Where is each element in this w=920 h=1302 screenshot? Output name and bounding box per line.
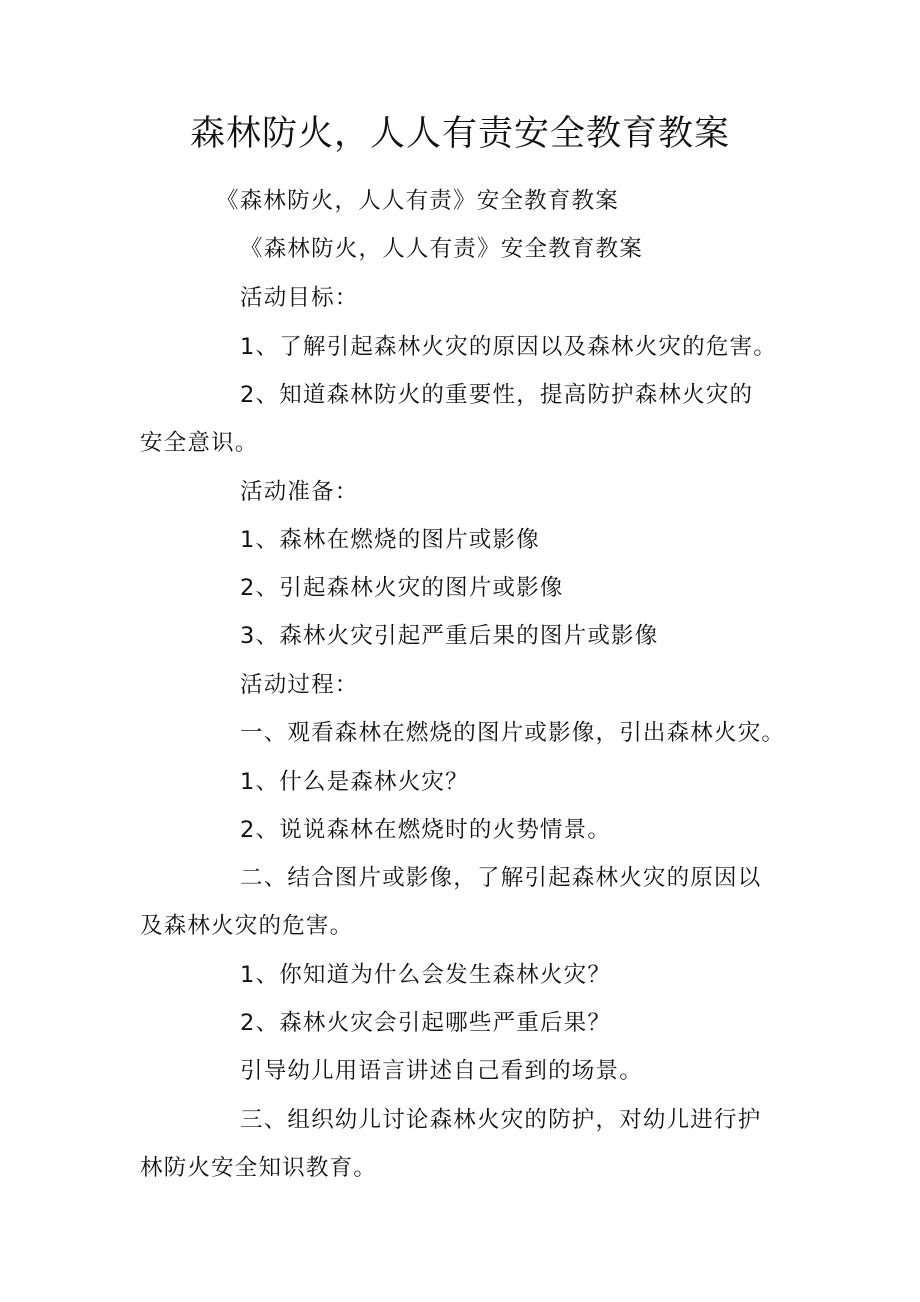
paragraph-line: 三、组织幼儿讨论森林火灾的防护，对幼儿进行护: [240, 1107, 762, 1133]
section-heading-goals: 活动目标：: [240, 285, 359, 311]
paragraph-line-continued: 及森林火灾的危害。: [140, 913, 354, 939]
section-heading-process: 活动过程：: [240, 672, 359, 698]
paragraph-line: 2、说说森林在燃烧时的火势情景。: [240, 817, 612, 843]
paragraph-line: 1、了解引起森林火灾的原因以及森林火灾的危害。: [240, 334, 777, 360]
subtitle-line: 《森林防火，人人有责》安全教育教案: [216, 188, 619, 214]
paragraph-line-continued: 林防火安全知识教育。: [140, 1155, 378, 1181]
paragraph-line: 二、结合图片或影像，了解引起森林火灾的原因以: [240, 865, 762, 891]
paragraph-line-continued: 安全意识。: [140, 430, 259, 456]
paragraph-line: 《森林防火，人人有责》安全教育教案: [240, 236, 643, 262]
paragraph-line: 3、森林火灾引起严重后果的图片或影像: [240, 623, 659, 649]
paragraph-line: 一、观看森林在燃烧的图片或影像，引出森林火灾。: [240, 720, 786, 746]
paragraph-line: 引导幼儿用语言讲述自己看到的场景。: [240, 1058, 643, 1084]
paragraph-line: 1、什么是森林火灾？: [240, 769, 469, 795]
document-title: 森林防火，人人有责安全教育教案: [189, 114, 730, 154]
paragraph-line: 1、你知道为什么会发生森林火灾？: [240, 962, 612, 988]
paragraph-line: 2、引起森林火灾的图片或影像: [240, 575, 564, 601]
paragraph-line: 1、森林在燃烧的图片或影像: [240, 527, 540, 553]
section-heading-preparation: 活动准备：: [240, 479, 359, 505]
paragraph-line: 2、森林火灾会引起哪些严重后果？: [240, 1010, 612, 1036]
paragraph-line: 2、知道森林防火的重要性，提高防护森林火灾的: [240, 382, 754, 408]
